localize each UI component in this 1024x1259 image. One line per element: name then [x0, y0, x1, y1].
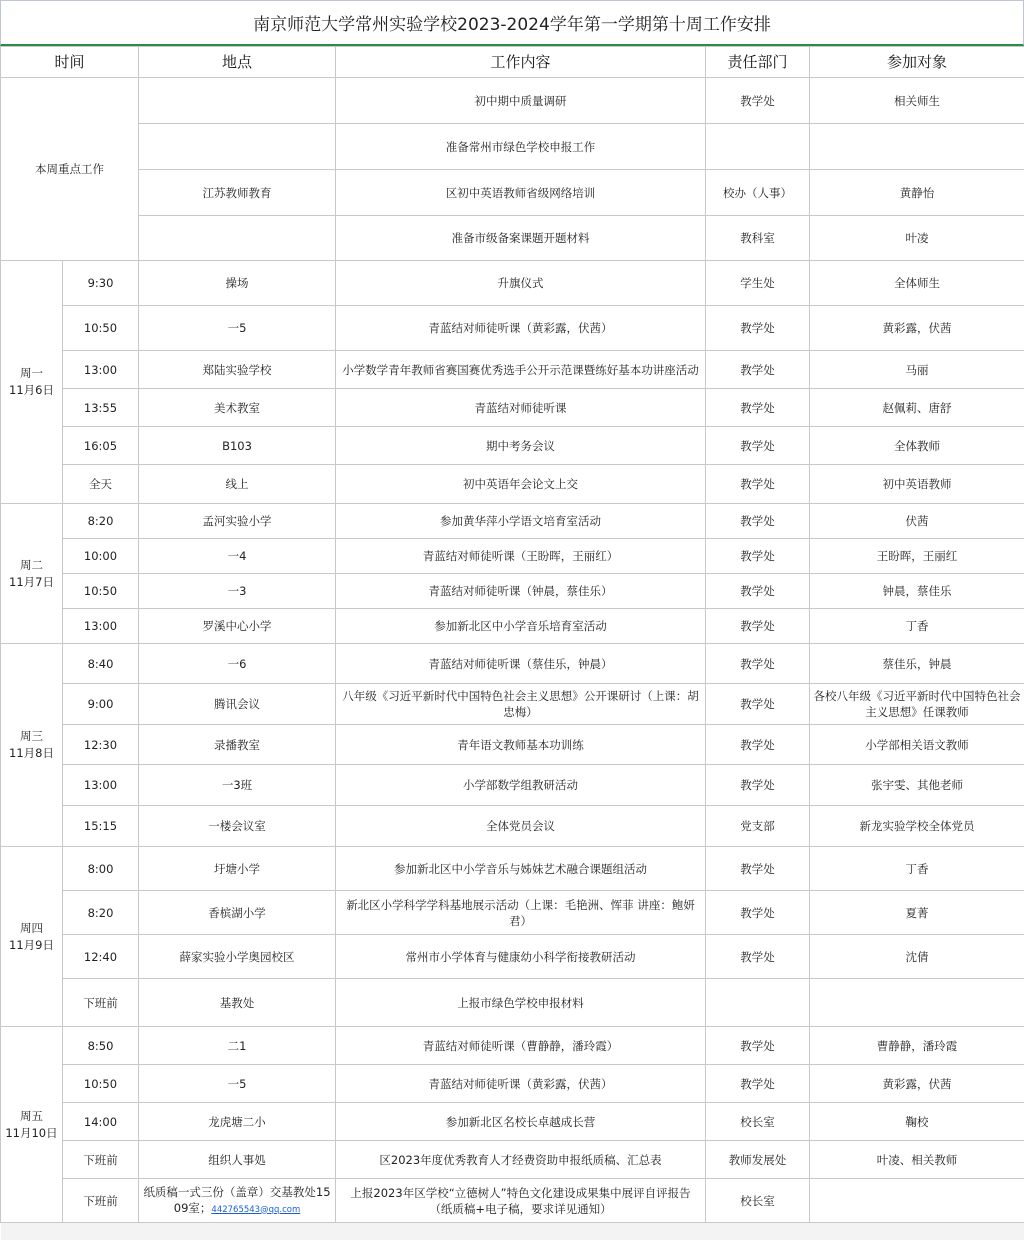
table-row	[1, 891, 1024, 935]
participants-cell: 蔡佳乐，钟晨	[810, 644, 1024, 684]
content-cell: 小学部数学组教研活动	[336, 765, 706, 806]
place-cell: 一4	[139, 539, 336, 574]
place-cell: 江苏教师教育	[139, 170, 336, 216]
time-cell: 15:15	[63, 806, 139, 847]
time-cell: 10:50	[63, 1065, 139, 1103]
participants-cell: 初中英语教师	[810, 465, 1024, 504]
day-date: 11月9日	[9, 937, 54, 952]
dept-cell: 教学处	[706, 1027, 810, 1065]
day-date: 11月10日	[5, 1125, 58, 1140]
place-cell	[139, 124, 336, 170]
participants-cell: 叶凌、相关教师	[810, 1141, 1024, 1179]
content-cell: 常州市小学体育与健康幼小科学衔接教研活动	[336, 935, 706, 979]
time-cell: 下班前	[63, 979, 139, 1027]
participants-cell: 马丽	[810, 351, 1024, 389]
time-cell: 12:30	[63, 725, 139, 765]
dept-cell: 教学处	[706, 765, 810, 806]
content-cell: 准备市级备案课题开题材料	[336, 216, 706, 261]
content-cell: 青蓝结对师徒听课	[336, 389, 706, 427]
content-cell: 青蓝结对师徒听课（钟晨，蔡佳乐）	[336, 574, 706, 609]
time-cell: 8:20	[63, 504, 139, 539]
dept-cell: 教学处	[706, 78, 810, 124]
content-cell: 青年语文教师基本功训练	[336, 725, 706, 765]
dept-cell: 校长室	[706, 1179, 810, 1223]
content-cell: 上报市绿色学校申报材料	[336, 979, 706, 1027]
place-cell: 一5	[139, 1065, 336, 1103]
place-cell: 香槟湖小学	[139, 891, 336, 935]
participants-cell: 赵佩莉、唐舒	[810, 389, 1024, 427]
participants-cell: 全体师生	[810, 261, 1024, 306]
participants-cell: 黄彩露，伏茜	[810, 306, 1024, 351]
dept-cell: 教学处	[706, 609, 810, 644]
dept-cell: 教师发展处	[706, 1141, 810, 1179]
dept-cell: 校办（人事）	[706, 170, 810, 216]
table-row	[1, 574, 1024, 609]
participants-cell: 黄彩露，伏茜	[810, 1065, 1024, 1103]
table-row	[1, 1179, 1024, 1223]
table-row	[1, 1027, 1024, 1065]
content-cell: 小学数学青年教师省赛国赛优秀选手公开示范课暨练好基本功讲座活动	[336, 351, 706, 389]
time-cell: 下班前	[63, 1179, 139, 1223]
dept-cell: 教学处	[706, 389, 810, 427]
dept-cell	[706, 124, 810, 170]
table-row	[1, 465, 1024, 504]
participants-cell: 相关师生	[810, 78, 1024, 124]
dept-cell: 教学处	[706, 351, 810, 389]
table-row	[1, 539, 1024, 574]
time-cell: 8:20	[63, 891, 139, 935]
time-cell: 13:55	[63, 389, 139, 427]
place-cell: 一5	[139, 306, 336, 351]
day-date: 11月7日	[9, 574, 54, 589]
content-cell: 青蓝结对师徒听课（黄彩露，伏茜）	[336, 306, 706, 351]
day-label: 周四	[20, 920, 43, 935]
participants-cell: 沈倩	[810, 935, 1024, 979]
dept-cell: 教学处	[706, 504, 810, 539]
header-content: 工作内容	[336, 47, 706, 78]
table-row	[1, 1103, 1024, 1141]
time-cell: 10:00	[63, 539, 139, 574]
dept-cell: 教学处	[706, 1065, 810, 1103]
content-cell: 初中英语年会论文上交	[336, 465, 706, 504]
dept-cell: 教学处	[706, 644, 810, 684]
page-title: 南京师范大学常州实验学校2023-2024学年第一学期第十周工作安排	[0, 0, 1024, 46]
place-cell: 郑陆实验学校	[139, 351, 336, 389]
table-row	[1, 684, 1024, 725]
content-cell: 初中期中质量调研	[336, 78, 706, 124]
table-row	[1, 1065, 1024, 1103]
participants-cell	[810, 1179, 1024, 1223]
dept-cell: 教学处	[706, 465, 810, 504]
content-cell: 升旗仪式	[336, 261, 706, 306]
header-place: 地点	[139, 47, 336, 78]
dept-cell: 教学处	[706, 539, 810, 574]
focus-label: 本周重点工作	[1, 78, 139, 261]
day-date: 11月6日	[9, 383, 54, 397]
dept-cell: 校长室	[706, 1103, 810, 1141]
participants-cell: 伏茜	[810, 504, 1024, 539]
time-cell: 9:00	[63, 684, 139, 725]
time-cell: 8:50	[63, 1027, 139, 1065]
place-cell: B103	[139, 427, 336, 465]
place-cell	[139, 78, 336, 124]
time-cell: 8:40	[63, 644, 139, 684]
place-cell: 罗溪中心小学	[139, 609, 336, 644]
content-cell: 参加新北区名校长卓越成长营	[336, 1103, 706, 1141]
content-cell: 青蓝结对师徒听课（黄彩露，伏茜）	[336, 1065, 706, 1103]
table-row	[1, 427, 1024, 465]
table-row	[1, 979, 1024, 1027]
participants-cell: 丁香	[810, 847, 1024, 891]
place-cell: 圩塘小学	[139, 847, 336, 891]
participants-cell	[810, 124, 1024, 170]
header-time: 时间	[1, 47, 139, 78]
schedule-table	[0, 46, 1024, 1240]
dept-cell: 教科室	[706, 216, 810, 261]
content-cell: 参加新北区中小学音乐培育室活动	[336, 609, 706, 644]
time-cell: 13:00	[63, 765, 139, 806]
focus-row	[1, 124, 1024, 170]
day-cell	[1, 847, 63, 1027]
table-row	[1, 806, 1024, 847]
place-cell: 孟河实验小学	[139, 504, 336, 539]
day-cell	[1, 261, 63, 504]
place-cell: 美术教室	[139, 389, 336, 427]
time-cell: 16:05	[63, 427, 139, 465]
footer-spacer-cell	[1, 1223, 1024, 1241]
dept-cell: 教学处	[706, 935, 810, 979]
place-cell: 薛家实验小学奥园校区	[139, 935, 336, 979]
participants-cell: 王盼晖，王丽红	[810, 539, 1024, 574]
table-row	[1, 644, 1024, 684]
header-dept: 责任部门	[706, 47, 810, 78]
participants-cell: 曹静静，潘玲霞	[810, 1027, 1024, 1065]
day-label: 周三	[20, 729, 43, 743]
place-cell: 线上	[139, 465, 336, 504]
place-cell: 录播教室	[139, 725, 336, 765]
focus-row	[1, 216, 1024, 261]
content-cell: 全体党员会议	[336, 806, 706, 847]
place-cell: 一6	[139, 644, 336, 684]
participants-cell: 丁香	[810, 609, 1024, 644]
time-cell: 12:40	[63, 935, 139, 979]
content-cell: 青蓝结对师徒听课（曹静静，潘玲霞）	[336, 1027, 706, 1065]
table-row	[1, 765, 1024, 806]
participants-cell: 各校八年级《习近平新时代中国特色社会主义思想》任课教师	[810, 684, 1024, 725]
place-cell: 一3班	[139, 765, 336, 806]
time-cell: 10:50	[63, 306, 139, 351]
dept-cell: 教学处	[706, 847, 810, 891]
day-label: 周一	[20, 366, 43, 380]
table-row	[1, 609, 1024, 644]
day-date: 11月8日	[9, 746, 54, 760]
place-cell: 操场	[139, 261, 336, 306]
content-cell: 准备常州市绿色学校申报工作	[336, 124, 706, 170]
time-cell: 全天	[63, 465, 139, 504]
content-cell: 期中考务会议	[336, 427, 706, 465]
place-cell: 组织人事処	[139, 1141, 336, 1179]
header-participants: 参加对象	[810, 47, 1024, 78]
dept-cell: 教学处	[706, 891, 810, 935]
place-cell: 一3	[139, 574, 336, 609]
participants-cell: 鞠校	[810, 1103, 1024, 1141]
time-cell: 14:00	[63, 1103, 139, 1141]
focus-row	[1, 170, 1024, 216]
time-cell: 下班前	[63, 1141, 139, 1179]
header-row	[1, 47, 1024, 78]
table-row	[1, 261, 1024, 306]
participants-cell: 张宇雯、其他老师	[810, 765, 1024, 806]
table-row	[1, 847, 1024, 891]
participants-cell: 全体教师	[810, 427, 1024, 465]
content-cell: 区2023年度优秀教育人才经费资助申报纸质稿、汇总表	[336, 1141, 706, 1179]
content-cell: 新北区小学科学学科基地展示活动（上课：毛艳洲、恽菲 讲座：鲍妍君）	[336, 891, 706, 935]
place-cell: 纸质稿一式三份（盖章）交基教处1509室；442765543@qq.com	[139, 1179, 336, 1223]
table-row	[1, 1141, 1024, 1179]
place-cell: 腾讯会议	[139, 684, 336, 725]
participants-cell: 夏菁	[810, 891, 1024, 935]
content-cell: 参加黄华萍小学语文培育室活动	[336, 504, 706, 539]
focus-row	[1, 78, 1024, 124]
place-cell: 一楼会议室	[139, 806, 336, 847]
participants-cell: 钟晨，蔡佳乐	[810, 574, 1024, 609]
participants-cell: 新龙实验学校全体党员	[810, 806, 1024, 847]
time-cell: 10:50	[63, 574, 139, 609]
dept-cell: 教学处	[706, 306, 810, 351]
time-cell: 13:00	[63, 609, 139, 644]
table-row	[1, 725, 1024, 765]
participants-cell	[810, 979, 1024, 1027]
table-row	[1, 306, 1024, 351]
content-cell: 参加新北区中小学音乐与姊妹艺术融合课题组活动	[336, 847, 706, 891]
day-cell	[1, 1027, 63, 1223]
day-label: 周二	[20, 557, 43, 572]
place-cell	[139, 216, 336, 261]
table-row	[1, 935, 1024, 979]
time-cell: 9:30	[63, 261, 139, 306]
table-row	[1, 504, 1024, 539]
day-label: 周五	[20, 1108, 43, 1123]
time-cell: 13:00	[63, 351, 139, 389]
day-cell	[1, 644, 63, 847]
dept-cell: 教学处	[706, 427, 810, 465]
time-cell: 8:00	[63, 847, 139, 891]
day-cell	[1, 504, 63, 644]
place-cell: 二1	[139, 1027, 336, 1065]
content-cell: 青蓝结对师徒听课（王盼晖，王丽红）	[336, 539, 706, 574]
email-link[interactable]: 442765543@qq.com	[211, 1204, 301, 1215]
table-footer-spacer	[1, 1223, 1024, 1241]
dept-cell: 学生处	[706, 261, 810, 306]
participants-cell: 黄静怡	[810, 170, 1024, 216]
dept-cell: 教学处	[706, 684, 810, 725]
participants-cell: 叶凌	[810, 216, 1024, 261]
content-cell: 区初中英语教师省级网络培训	[336, 170, 706, 216]
dept-cell: 党支部	[706, 806, 810, 847]
dept-cell: 教学处	[706, 725, 810, 765]
table-row	[1, 351, 1024, 389]
place-cell: 基教处	[139, 979, 336, 1027]
place-cell: 龙虎塘二小	[139, 1103, 336, 1141]
content-cell: 上报2023年区学校“立德树人”特色文化建设成果集中展评自评报告（纸质稿+电子稿，要求详见通知）	[336, 1179, 706, 1223]
dept-cell	[706, 979, 810, 1027]
table-row	[1, 389, 1024, 427]
participants-cell: 小学部相关语文教师	[810, 725, 1024, 765]
content-cell: 八年级《习近平新时代中国特色社会主义思想》公开课研讨（上课：胡忠梅）	[336, 684, 706, 725]
content-cell: 青蓝结对师徒听课（蔡佳乐，钟晨）	[336, 644, 706, 684]
dept-cell: 教学处	[706, 574, 810, 609]
